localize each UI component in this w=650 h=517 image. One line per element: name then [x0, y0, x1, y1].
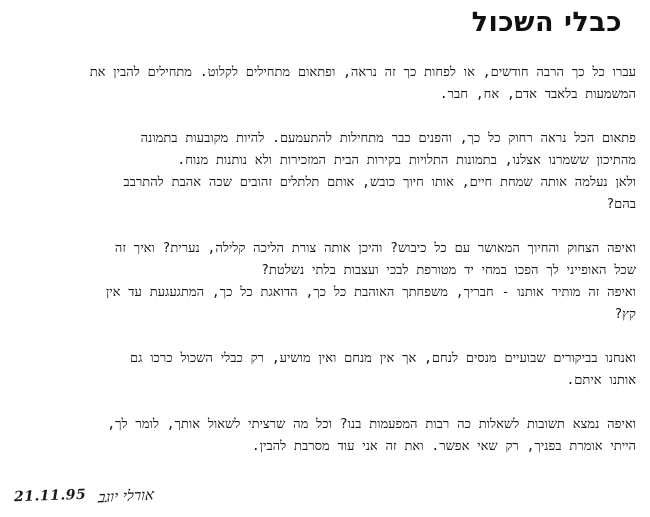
document-body: [12, 62, 636, 458]
document-title: כבלי השכול: [471, 7, 622, 38]
paragraph-4: [12, 348, 636, 392]
paragraph-3: [12, 238, 636, 326]
signature: [14, 481, 154, 511]
text-line: ואנחנו בביקורים שבועיים מנסים לנחם, אך אין מנחם ואין מושיע, רק כבלי השכול כרכו גם: [129, 351, 636, 366]
text-line: ולאן נעלמה אותה שמחת חיים, אותו חיוך כובש, אותם תלתלים זהובים שכה אהבת להתרבב: [123, 175, 636, 190]
text-line: בהם?: [606, 197, 636, 212]
text-line: קץ?: [614, 307, 636, 322]
text-line: ואיפה זה מותיר אותנו - חבריך, משפחתך האוהבת כל כך, הדואגת כל כך, המתגעגעת עד אין: [105, 285, 636, 300]
text-line: שכל האופייני לך הפכו במחי יד מטורפת לבכי ועצבות בלתי נשלטת?: [261, 263, 636, 278]
paragraph-2: [12, 128, 636, 216]
text-line: אותנו איתם.: [566, 373, 636, 388]
text-line: מהתיכון ששמרנו אצלנו, בתמונות התלויות בקירות הבית המזכירות ולא נותנות מנוח.: [177, 153, 636, 168]
signature-date: 21.11.95: [13, 486, 87, 506]
text-line: ואיפה הצחוק והחיוך המאושר עם כל כיבוש? והיכן אותה צורת הליכה קלילה, נערית? ואיך זה: [114, 241, 636, 256]
text-line: הייתי אומרת בפניך, רק שאי אפשר. ואת זה אני עוד מסרבת להבין.: [251, 439, 636, 454]
text-line: עברו כל כך הרבה חודשים, או לפחות כך זה נראה, ופתאום מתחילים לקלוט. מתחילים להבין את: [89, 65, 636, 80]
paragraph-1: [12, 62, 636, 106]
text-line: ואיפה נמצא תשובות לשאלות כה רבות המפעמות בנו? וכל מה שרציתי לשאול אותך, לומר לך,: [107, 417, 636, 432]
paragraph-5: [12, 414, 636, 458]
text-line: פתאום הכל נראה רחוק כל כך, והפנים כבר מתחילות להתעמעם. להיות מקובעות בתמונה: [140, 131, 636, 146]
signature-name: אורלי יוגב: [97, 484, 155, 507]
text-line: המשמעות בלאבד אדם, אח, חבר.: [439, 87, 636, 102]
